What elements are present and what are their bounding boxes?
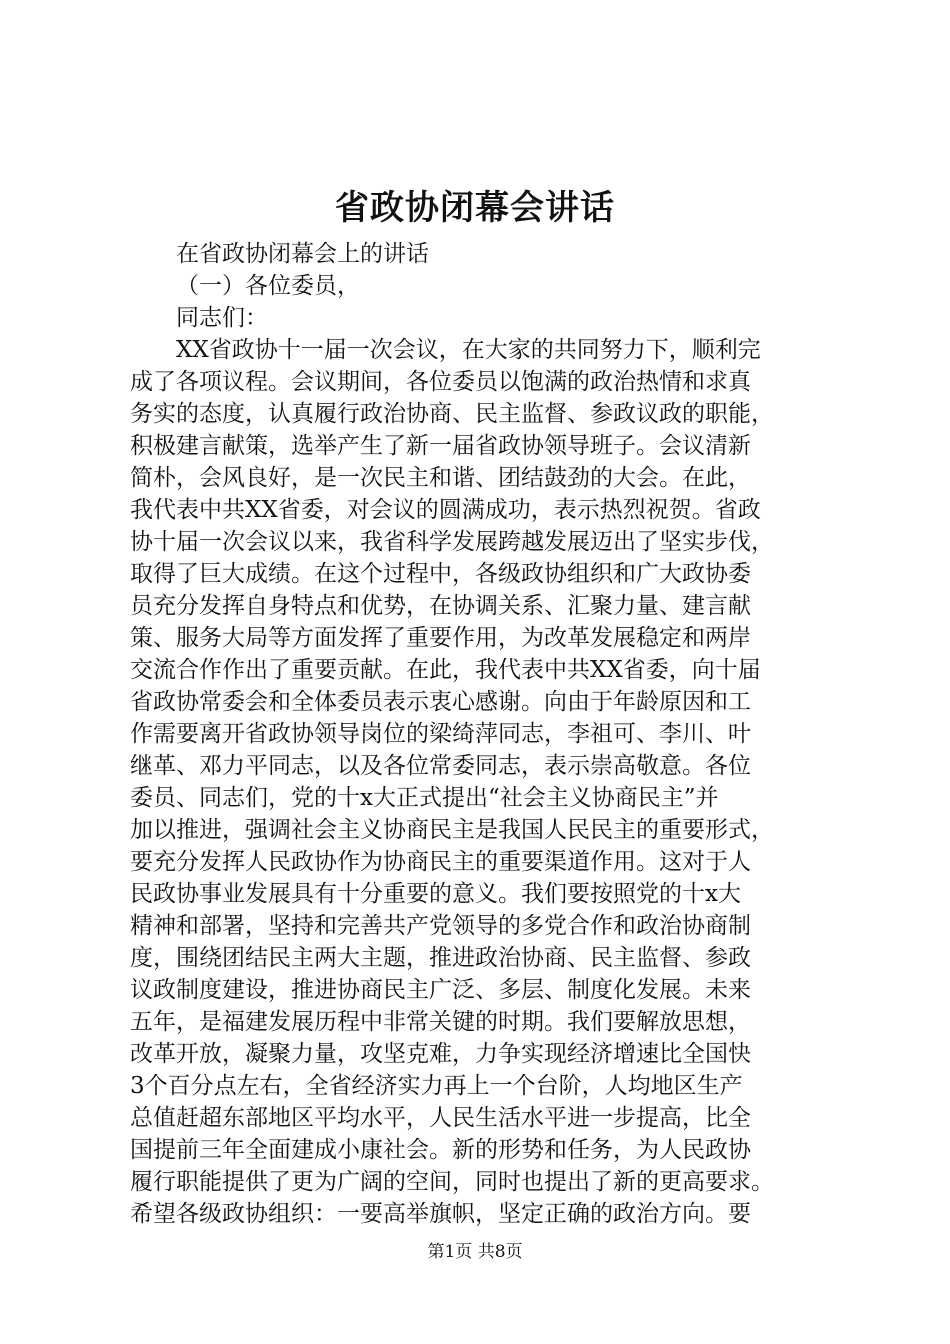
body-line: 简朴，会风良好，是一次民主和谐、团结鼓劲的大会。在此，: [130, 465, 751, 491]
body-line: 我代表中共XX省委，对会议的圆满成功，表示热烈祝贺。省政: [130, 497, 761, 523]
page-footer: 第1页 共8页: [427, 1242, 523, 1262]
body-line: 继革、邓力平同志，以及各位常委同志，表示崇高敬意。各位: [130, 753, 751, 779]
body-line: 委员、同志们，党的十x大正式提出“社会主义协商民主”并: [130, 785, 719, 811]
body-line: 务实的态度，认真履行政治协商、民主监督、参政议政的职能，: [130, 401, 774, 427]
body-line: 精神和部署，坚持和完善共产党领导的多党合作和政治协商制: [130, 913, 751, 939]
body-line: 国提前三年全面建成小康社会。新的形势和任务，为人民政协: [130, 1137, 751, 1163]
body-line: 交流合作作出了重要贡献。在此，我代表中共XX省委，向十届: [130, 657, 761, 683]
body-line: 员充分发挥自身特点和优势，在协调关系、汇聚力量、建言献: [130, 593, 751, 619]
body-line: 积极建言献策，选举产生了新一届省政协领导班子。会议清新: [130, 433, 751, 459]
body-line: 省政协常委会和全体委员表示衷心感谢。向由于年龄原因和工: [130, 689, 751, 715]
body-line: 度，围绕团结民主两大主题，推进政治协商、民主监督、参政: [130, 945, 751, 971]
body-line: 作需要离开省政协领导岗位的梁绮萍同志，李祖可、李川、叶: [130, 721, 751, 747]
body-line: 希望各级政协组织：一要高举旗帜，坚定正确的政治方向。要: [130, 1201, 751, 1227]
body-line: 履行职能提供了更为广阔的空间，同时也提出了新的更高要求。: [130, 1169, 774, 1195]
salutation-line: 同志们：: [176, 305, 268, 331]
body-line: 加以推进，强调社会主义协商民主是我国人民民主的重要形式，: [130, 817, 774, 843]
body-line: 改革开放，凝聚力量，攻坚克难，力争实现经济增速比全国快: [130, 1041, 751, 1067]
body-line: 要充分发挥人民政协作为协商民主的重要渠道作用。这对于人: [130, 849, 751, 875]
body-line: 成了各项议程。会议期间，各位委员以饱满的政治热情和求真: [130, 369, 751, 395]
body-line: 取得了巨大成绩。在这个过程中，各级政协组织和广大政协委: [130, 561, 751, 587]
body-line: 协十届一次会议以来，我省科学发展跨越发展迈出了坚实步伐，: [130, 529, 774, 555]
salutation-line: （一）各位委员，: [176, 273, 360, 299]
speech-subtitle: 在省政协闭幕会上的讲话: [176, 241, 429, 267]
body-line: 民政协事业发展具有十分重要的意义。我们要按照党的十x大: [130, 881, 741, 907]
body-line: 五年，是福建发展历程中非常关键的时期。我们要解放思想，: [130, 1009, 751, 1035]
body-line: 总值赶超东部地区平均水平，人民生活水平进一步提高，比全: [130, 1105, 751, 1131]
body-line: 议政制度建设，推进协商民主广泛、多层、制度化发展。未来: [130, 977, 751, 1003]
document-title: 省政协闭幕会讲话: [335, 188, 615, 228]
body-line: XX省政协十一届一次会议，在大家的共同努力下，顺利完: [176, 337, 761, 363]
body-line: 策、服务大局等方面发挥了重要作用，为改革发展稳定和两岸: [130, 625, 751, 651]
body-line: 3个百分点左右，全省经济实力再上一个台阶，人均地区生产: [130, 1073, 743, 1099]
